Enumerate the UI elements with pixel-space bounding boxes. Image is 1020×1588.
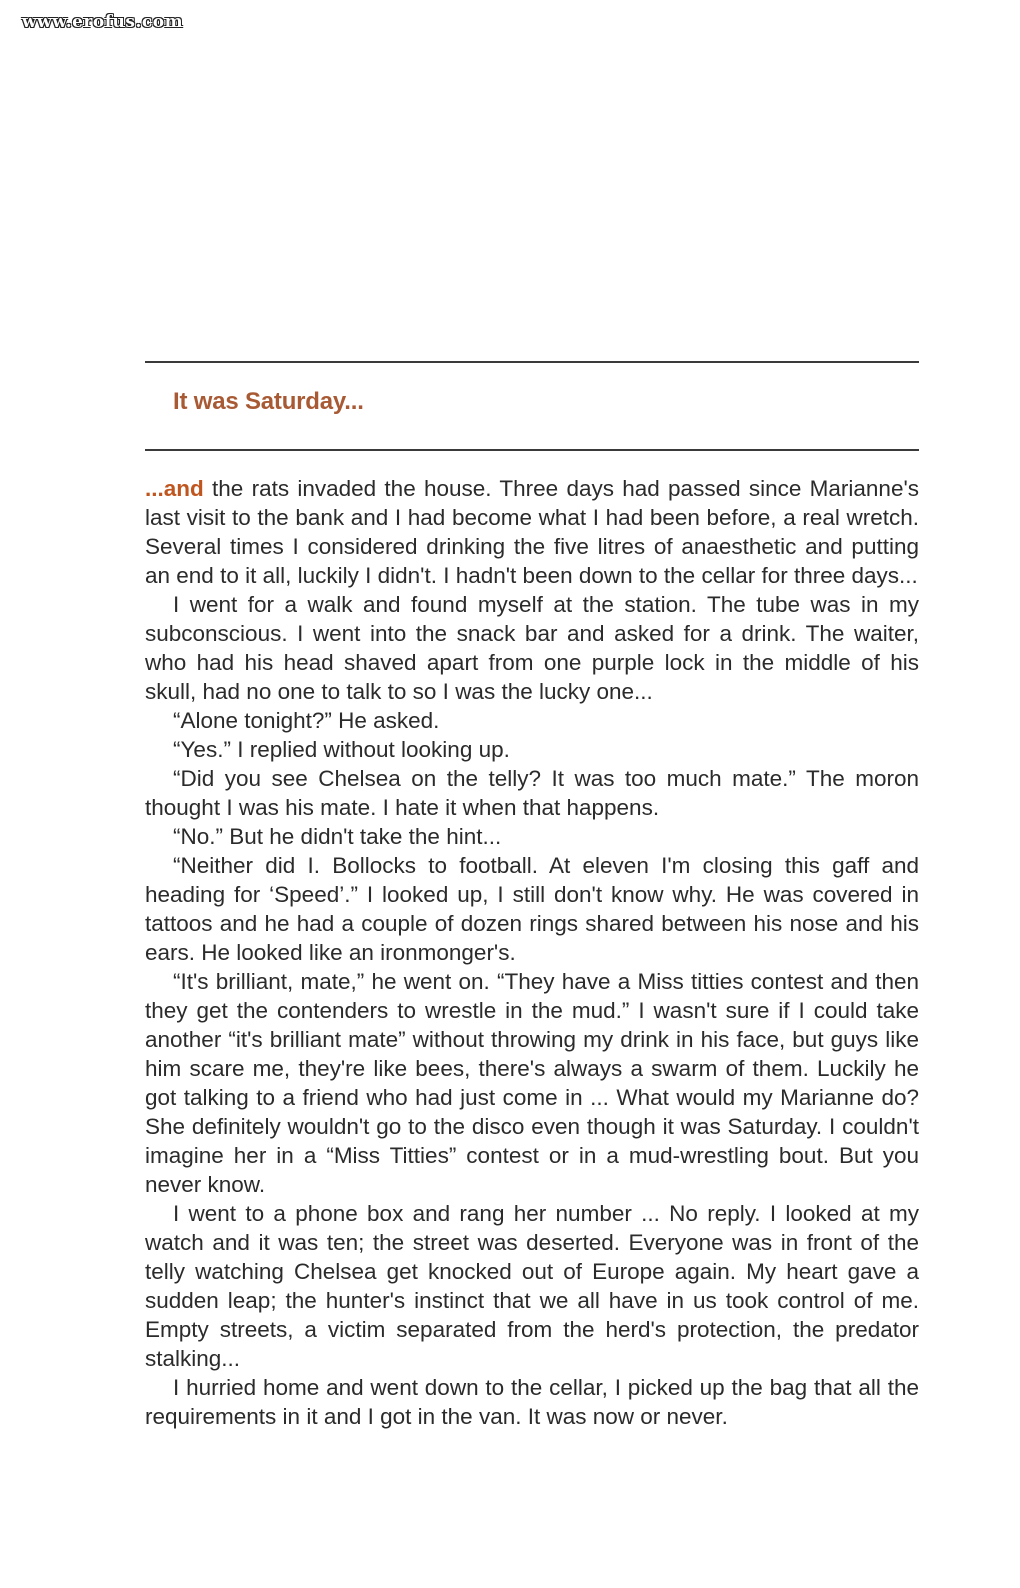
paragraph: “Alone tonight?” He asked. — [173, 708, 440, 733]
paragraph: “Yes.” I replied without looking up. — [173, 737, 510, 762]
chapter-title: It was Saturday... — [173, 388, 364, 415]
paragraph-text: the rats invaded the house. Three days had passed since Marianne's last visit to the bank and I had become what I had been before, a real wretch. Several times I considered drinking the five litres of anaesthetic and putting an end to it all, luckily I didn't. I hadn't been down to the cellar for three days... — [145, 476, 919, 588]
body-text — [145, 474, 919, 1431]
paragraph — [145, 474, 919, 590]
top-divider — [145, 361, 919, 363]
paragraph: I hurried home and went down to the cellar, I picked up the bag that all the requirements in it and I got in the van. It was now or never. — [145, 1375, 919, 1429]
paragraph: “No.” But he didn't take the hint... — [173, 824, 502, 849]
paragraph: “Neither did I. Bollocks to football. At eleven I'm closing this gaff and heading for ‘Speed’.” I looked up, I still don't know why. He was covered in tattoos and he had a couple of dozen rings shared between his nose and his ears. He looked like an ironmonger's. — [145, 853, 919, 965]
paragraph: I went to a phone box and rang her number ... No reply. I looked at my watch and it was ten; the street was deserted. Everyone was in front of the telly watching Chelsea get knocked out of Europe again. My heart gave a sudden leap; the hunter's instinct that we all have in us took control of me. Empty streets, a victim separated from the herd's protection, the predator stalking... — [145, 1201, 919, 1371]
paragraph: “Did you see Chelsea on the telly? It was too much mate.” The moron thought I was his mate. I hate it when that happens. — [145, 766, 919, 820]
lead-in: ...and — [145, 476, 204, 501]
bottom-divider — [145, 449, 919, 451]
paragraph: “It's brilliant, mate,” he went on. “They have a Miss titties contest and then they get the contenders to wrestle in the mud.” I wasn't sure if I could take another “it's brilliant mate” without throwing my drink in his face, but guys like him scare me, they're like bees, there's always a swarm of them. Luckily he got talking to a friend who had just come in ... What would my Marianne do? She definitely wouldn't go to the disco even though it was Saturday. I couldn't imagine her in a “Miss Titties” contest or in a mud-wrestling bout. But you never know. — [145, 969, 919, 1197]
paragraph: I went for a walk and found myself at the station. The tube was in my subconscious. I went into the snack bar and asked for a drink. The waiter, who had his head shaved apart from one purple lock in the middle of his skull, had no one to talk to so I was the lucky one... — [145, 592, 919, 704]
watermark: www.erofus.com — [22, 12, 184, 32]
